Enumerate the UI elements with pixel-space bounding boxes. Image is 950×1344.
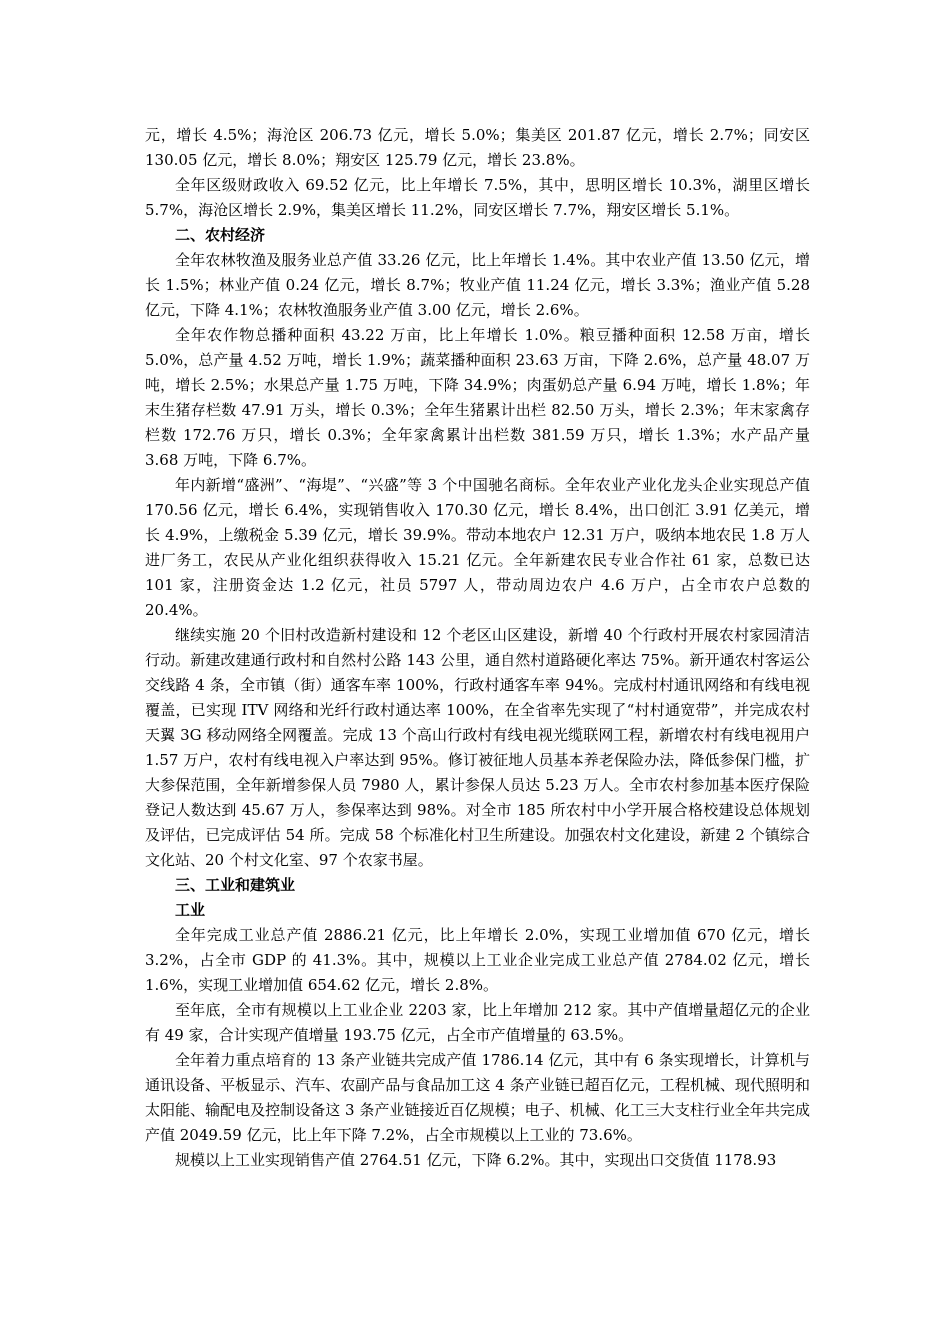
paragraph-sales-output: 规模以上工业实现销售产值 2764.51 亿元，下降 6.2%。其中，实现出口交货值 1178.93: [175, 1151, 777, 1169]
paragraph-district-revenue-cont: 元，增长 4.5%；海沧区 206.73 亿元，增长 5.0%；集美区 201.87 亿元，增长 2.7%；同安区 130.05 亿元，增长 8.0%；翔安区 125.79 亿元，增长 23.8%。: [145, 126, 810, 169]
section-heading-industry-construction: 三、工业和建筑业: [175, 876, 296, 894]
section-heading-rural-economy: 二、农村经济: [175, 226, 266, 244]
document-page: [145, 123, 810, 1173]
paragraph-industrial-output: 全年完成工业总产值 2886.21 亿元，比上年增长 2.0%，实现工业增加值 670 亿元，增长 3.2%，占全市 GDP 的 41.3%。其中，规模以上工业企业完成工业总产值 2784.02 亿元，增长 1.6%，实现工业增加值 654.62 亿元，增长 2.8%。: [145, 926, 810, 994]
paragraph-enterprise-count: 至年底，全市有规模以上工业企业 2203 家，比上年增加 212 家。其中产值增量超亿元的企业有 49 家，合计实现产值增量 193.75 亿元，占全市产值增量的 63.5%。: [145, 1001, 810, 1044]
paragraph-fiscal-income: 全年区级财政收入 69.52 亿元，比上年增长 7.5%，其中，思明区增长 10.3%，湖里区增长 5.7%，海沧区增长 2.9%，集美区增长 11.2%，同安区增长 7.7%，翔安区增长 5.1%。: [145, 176, 810, 219]
paragraph-industry-chains: 全年着力重点培育的 13 条产业链共完成产值 1786.14 亿元，其中有 6 条实现增长，计算机与通讯设备、平板显示、汽车、农副产品与食品加工这 4 条产业链已超百亿元，工程机械、现代照明和太阳能、输配电及控制设备这 3 条产业链接近百亿规模；电子、机械、化工三大支柱行业全年共完成产值 2049.59 亿元，比上年下降 7.2%，占全市规模以上工业的 73.6%。: [145, 1051, 810, 1144]
paragraph-rural-construction: 继续实施 20 个旧村改造新村建设和 12 个老区山区建设，新增 40 个行政村开展农村家园清洁行动。新建改建通行政村和自然村公路 143 公里，通自然村道路硬化率达 75%。新开通农村客运公交线路 4 条，全市镇（街）通客车率 100%，行政村通客车率 94%。完成村村通讯网络和有线电视覆盖，已实现 ITV 网络和光纤行政村通达率 100%，在全省率先实现了“村村通宽带”，并完成农村天翼 3G 移动网络全网覆盖。完成 13 个高山行政村有线电视光缆联网工程，新增农村有线电视用户 1.57 万户，农村有线电视入户率达到 95%。修订被征地人员基本养老保险办法，降低参保门槛，扩大参保范围，全年新增参保人员 7980 人，累计参保人员达 5.23 万人。全市农村参加基本医疗保险登记人数达到 45.67 万人，参保率达到 98%。对全市 185 所农村中小学开展合格校建设总体规划及评估，已完成评估 54 所。完成 58 个标准化村卫生所建设。加强农村文化建设，新建 2 个镇综合文化站、20 个村文化室、97 个农家书屋。: [145, 626, 810, 869]
subsection-heading-industry: 工业: [175, 901, 206, 919]
paragraph-brands-industrialization: 年内新增“盛洲”、“海堤”、“兴盛”等 3 个中国驰名商标。全年农业产业化龙头企业实现总产值 170.56 亿元，增长 6.4%，实现销售收入 170.30 亿元，增长 8.4%，出口创汇 3.91 亿美元，增长 4.9%，上缴税金 5.39 亿元，增长 39.9%。带动本地农户 12.31 万户，吸纳本地农民 1.8 万人进厂务工，农民从产业化组织获得收入 15.21 亿元。全年新建农民专业合作社 61 家，总数已达 101 家，注册资金达 1.2 亿元，社员 5797 人，带动周边农户 4.6 万户，占全市农户总数的 20.4%。: [145, 476, 810, 619]
paragraph-agri-output: 全年农林牧渔及服务业总产值 33.26 亿元，比上年增长 1.4%。其中农业产值 13.50 亿元，增长 1.5%；林业产值 0.24 亿元，增长 8.7%；牧业产值 11.24 亿元，增长 3.3%；渔业产值 5.28 亿元，下降 4.1%；农林牧渔服务业产值 3.00 亿元，增长 2.6%。: [145, 251, 810, 319]
paragraph-crop-area: 全年农作物总播种面积 43.22 万亩，比上年增长 1.0%。粮豆播种面积 12.58 万亩，增长 5.0%，总产量 4.52 万吨，增长 1.9%；蔬菜播种面积 23.63 万亩，下降 2.6%，总产量 48.07 万吨，增长 2.5%；水果总产量 1.75 万吨，下降 34.9%；肉蛋奶总产量 6.94 万吨，增长 1.8%；年末生猪存栏数 47.91 万头，增长 0.3%；全年生猪累计出栏 82.50 万头，增长 2.3%；年末家禽存栏数 172.76 万只，增长 0.3%；全年家禽累计出栏数 381.59 万只，增长 1.3%；水产品产量 3.68 万吨，下降 6.7%。: [145, 326, 810, 469]
